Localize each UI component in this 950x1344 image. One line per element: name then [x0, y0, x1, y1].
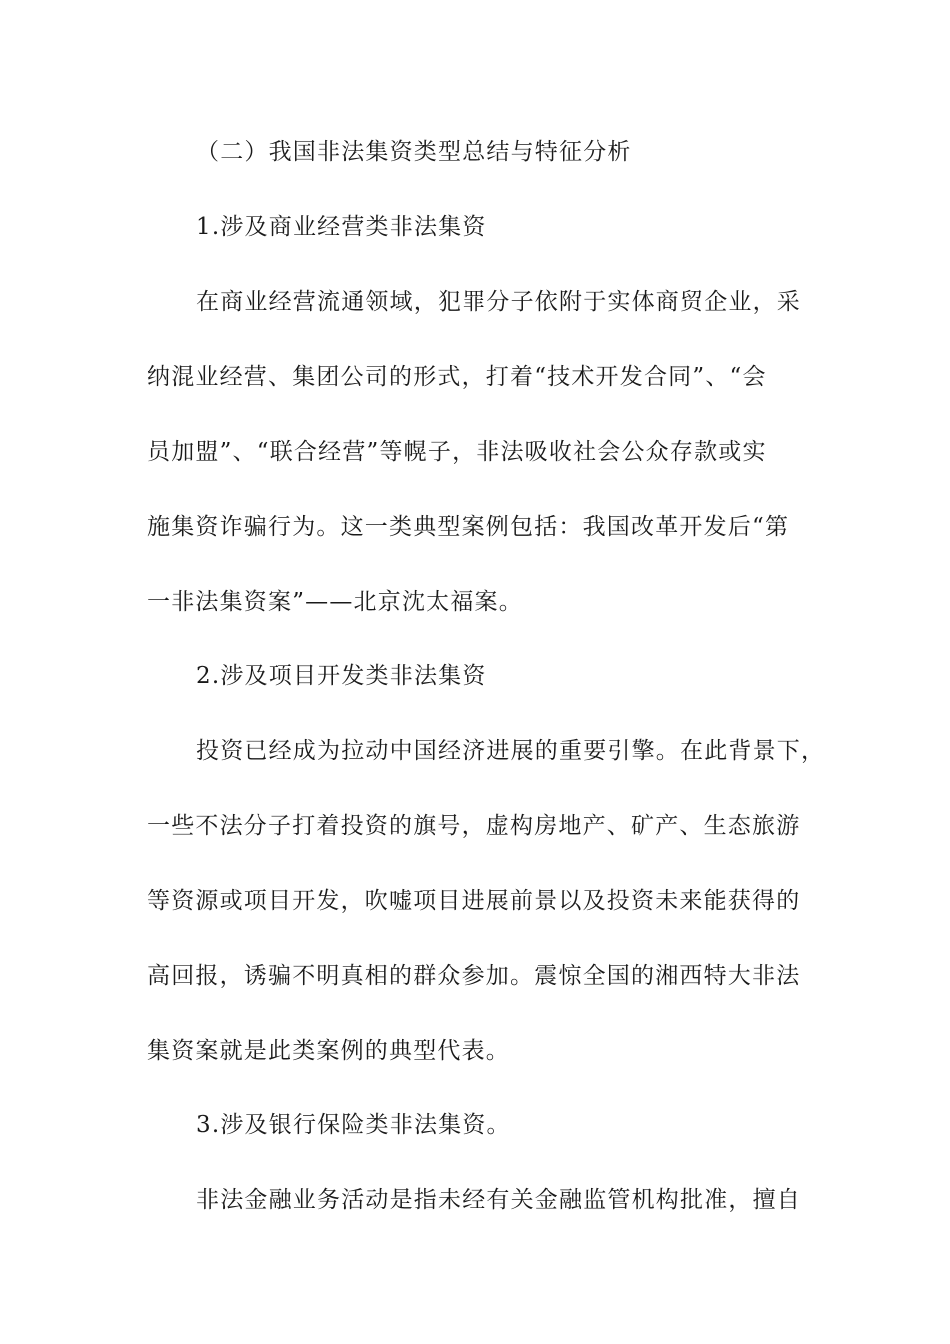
paragraph-2-line-4: 高回报，诱骗不明真相的群众参加。震惊全国的湘西特大非法	[147, 963, 801, 989]
subheading-2: 2.涉及项目开发类非法集资	[196, 663, 487, 689]
paragraph-2-line-1: 投资已经成为拉动中国经济进展的重要引擎。在此背景下，	[196, 738, 826, 764]
section-heading: （二）我国非法集资类型总结与特征分析	[196, 139, 632, 165]
paragraph-1-line-2: 纳混业经营、集团公司的形式，打着“技术开发合同”、“会	[147, 364, 767, 390]
paragraph-1-line-5: 一非法集资案”——北京沈太福案。	[147, 589, 523, 615]
paragraph-1-line-3: 员加盟”、“联合经营”等幌子，非法吸收社会公众存款或实	[147, 439, 767, 465]
paragraph-2-line-5: 集资案就是此类案例的典型代表。	[147, 1038, 510, 1064]
paragraph-3-line-1: 非法金融业务活动是指未经有关金融监管机构批准，擅自	[196, 1187, 801, 1213]
paragraph-1-line-1: 在商业经营流通领域，犯罪分子依附于实体商贸企业，采	[196, 289, 801, 315]
paragraph-1-line-4: 施集资诈骗行为。这一类典型案例包括：我国改革开发后“第	[147, 514, 790, 540]
paragraph-2-line-3: 等资源或项目开发，吹嘘项目进展前景以及投资未来能获得的	[147, 888, 801, 914]
paragraph-2-line-2: 一些不法分子打着投资的旗号，虚构房地产、矿产、生态旅游	[147, 813, 801, 839]
subheading-3: 3.涉及银行保险类非法集资。	[196, 1112, 511, 1138]
subheading-1: 1.涉及商业经营类非法集资	[196, 214, 487, 240]
